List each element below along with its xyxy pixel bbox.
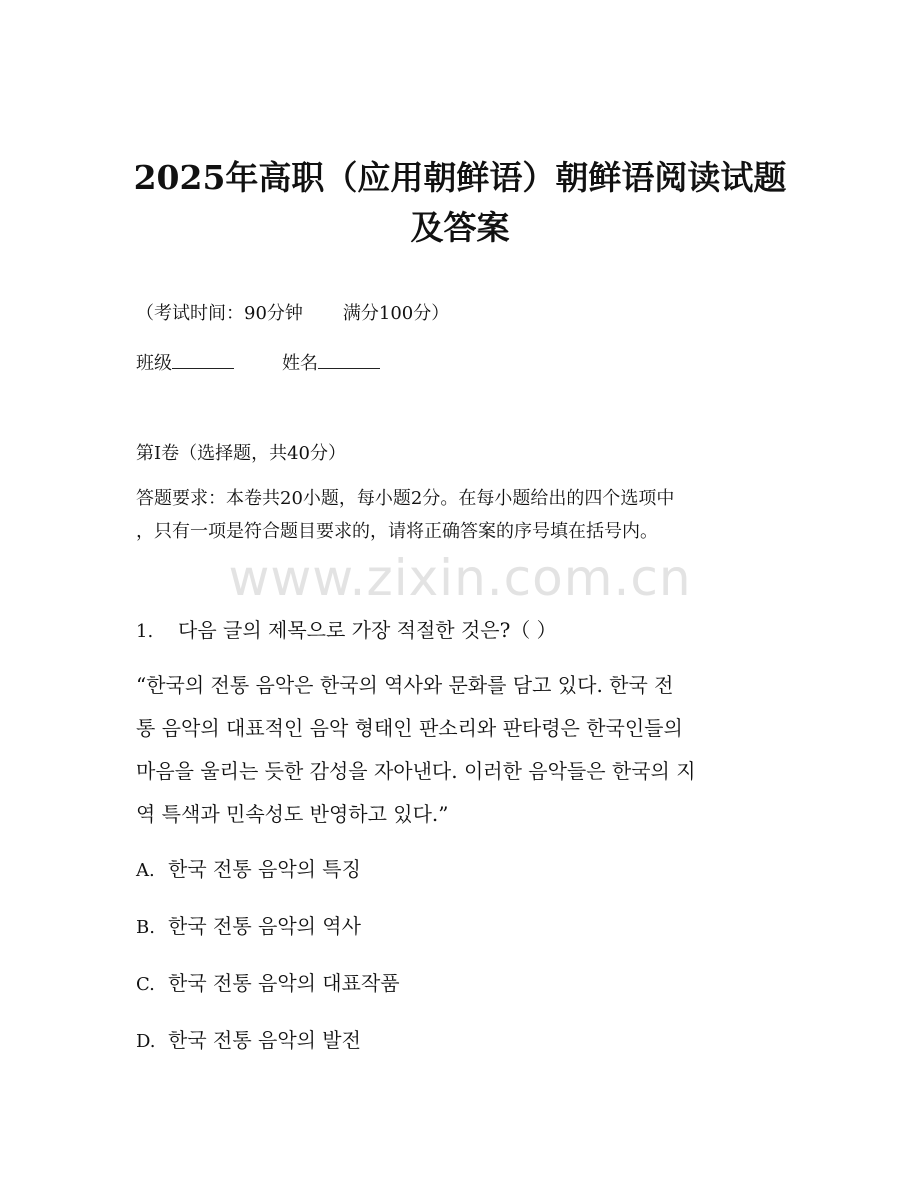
student-info — [136, 352, 380, 376]
class-blank — [172, 352, 234, 369]
passage-line: “한국의 전통 음악은 한국의 역사와 문화를 담고 있다. 한국 전 — [136, 673, 674, 697]
name-label: 姓名 — [282, 353, 318, 374]
option-c — [136, 969, 400, 999]
exam-info — [136, 302, 449, 326]
exam-time: （考试时间：90分钟 — [136, 303, 303, 324]
instructions-line-1: 答题要求：本卷共20小题，每小题2分。在每小题给出的四个选项中 — [136, 488, 675, 509]
option-text: 한국 전통 음악의 특징 — [168, 857, 361, 881]
class-label: 班级 — [136, 353, 172, 374]
option-d — [136, 1026, 361, 1056]
option-letter: A. — [136, 860, 155, 881]
option-a — [136, 855, 361, 885]
passage-line: 마음을 울리는 듯한 감성을 자아낸다. 이러한 음악들은 한국의 지 — [136, 759, 696, 783]
instructions-line-2: ，只有一项是符合题目要求的，请将正确答案的序号填在括号内。 — [136, 521, 658, 542]
option-letter: C. — [136, 974, 155, 995]
option-letter: D. — [136, 1031, 156, 1052]
exam-full-score: 满分100分） — [342, 303, 450, 324]
option-text: 한국 전통 음악의 대표작품 — [168, 971, 400, 995]
option-letter: B. — [136, 917, 155, 938]
question-text: 다음 글의 제목으로 가장 적절한 것은?（ ） — [178, 618, 557, 642]
question-1-prompt — [136, 616, 557, 646]
option-text: 한국 전통 음악의 역사 — [168, 914, 361, 938]
passage-line: 역 특색과 민속성도 반영하고 있다.” — [136, 802, 449, 826]
option-b — [136, 912, 361, 942]
question-number: 1. — [136, 621, 154, 642]
passage-line: 통 음악의 대표적인 음악 형태인 판소리와 판타령은 한국인들의 — [136, 716, 683, 740]
watermark: www.zixin.com.cn — [228, 549, 692, 607]
name-blank — [318, 352, 380, 369]
page-title-line-1: 2025年高职（应用朝鲜语）朝鲜语阅读试题 — [133, 158, 787, 197]
section-title: 第I卷（选择题，共40分） — [136, 443, 347, 464]
page-title-line-2: 及答案 — [410, 208, 510, 247]
option-text: 한국 전통 음악의 발전 — [168, 1028, 361, 1052]
